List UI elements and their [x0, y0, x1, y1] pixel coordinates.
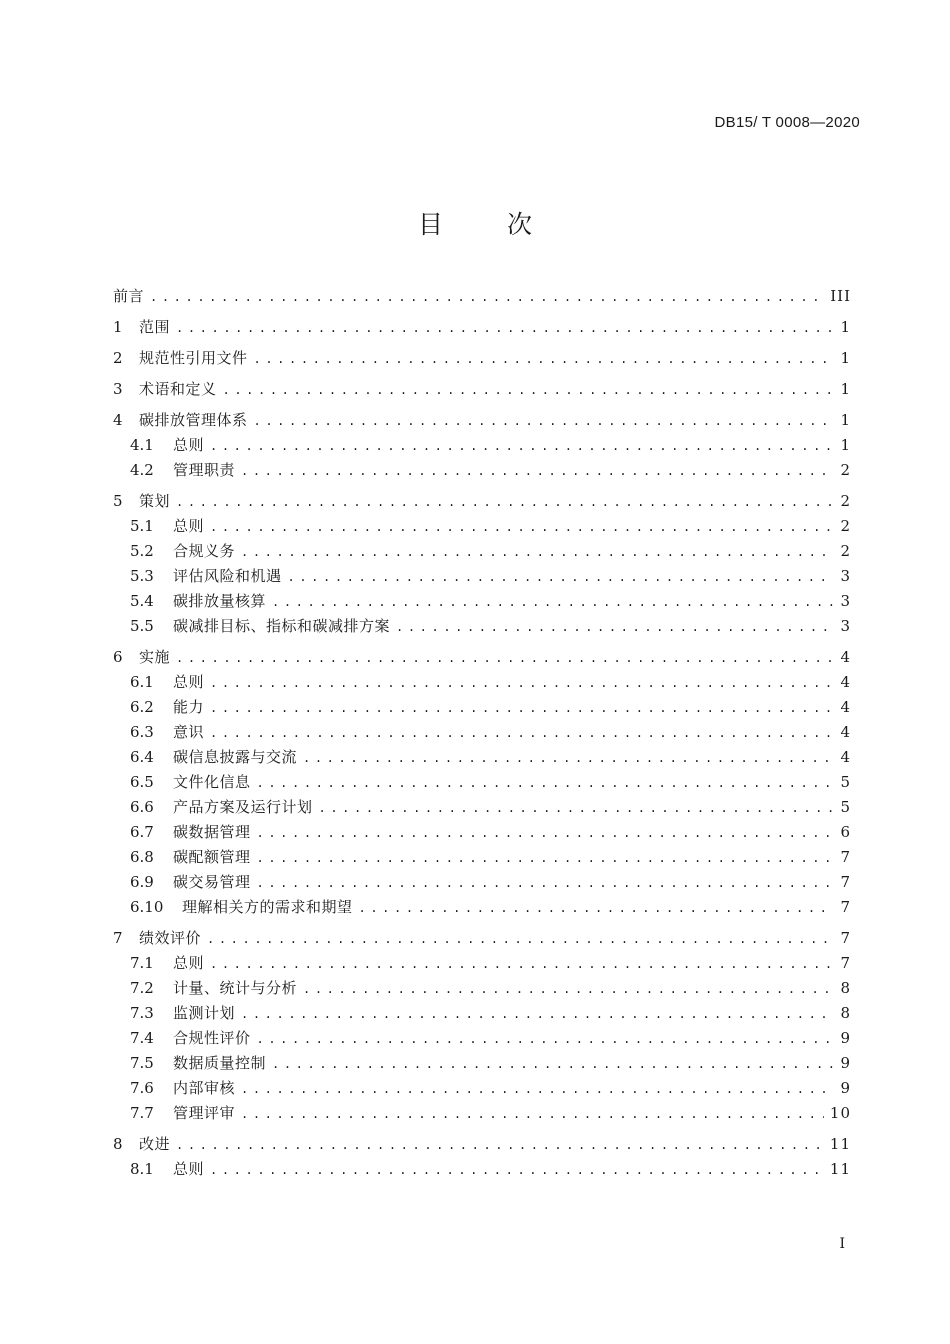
toc-leader-dots — [257, 771, 835, 796]
toc-entry-label: 总则 — [173, 673, 205, 691]
toc-entry-label: 碳数据管理 — [173, 823, 251, 841]
toc-entry-page: 2 — [840, 461, 851, 479]
toc-entry[interactable] — [113, 539, 851, 564]
toc-leader-dots — [257, 846, 835, 871]
toc-entry-label: 前言 — [113, 287, 145, 305]
toc-entry[interactable] — [113, 514, 851, 539]
toc-entry-number: 5.1 — [130, 517, 154, 535]
toc-leader-dots — [303, 746, 834, 771]
toc-entry[interactable] — [113, 795, 851, 820]
toc-entry-label: 数据质量控制 — [173, 1054, 267, 1072]
toc-entry-page: 1 — [840, 436, 851, 454]
toc-leader-dots — [176, 1133, 824, 1158]
toc-entry-number: 7.5 — [130, 1054, 154, 1072]
toc-entry-page: 9 — [840, 1029, 851, 1047]
toc-entry-label: 术语和定义 — [139, 380, 217, 398]
toc-entry-number: 6.3 — [130, 723, 154, 741]
toc-leader-dots — [223, 378, 835, 403]
toc-leader-dots — [150, 285, 824, 310]
toc-entry-page: 9 — [840, 1054, 851, 1072]
toc-leader-dots — [241, 459, 834, 484]
toc-leader-dots — [176, 316, 834, 341]
toc-entry-page: 4 — [840, 698, 851, 716]
toc-entry-number: 4 — [113, 411, 123, 429]
toc-entry-number: 1 — [113, 318, 123, 336]
toc-entry-label: 监测计划 — [173, 1004, 236, 1022]
toc-entry[interactable] — [113, 951, 851, 976]
toc-entry-number: 5.2 — [130, 542, 154, 560]
toc-entry-label: 内部审核 — [173, 1079, 236, 1097]
toc-entry[interactable] — [113, 820, 851, 845]
toc-leader-dots — [272, 590, 834, 615]
toc-entry[interactable] — [113, 720, 851, 745]
toc-entry-label: 实施 — [139, 648, 171, 666]
toc-entry-number: 4.1 — [130, 436, 154, 454]
toc-entry-number: 4.2 — [130, 461, 154, 479]
toc-entry-page: 1 — [840, 318, 851, 336]
toc-entry[interactable] — [113, 1001, 851, 1026]
toc-entry-label: 总则 — [173, 436, 205, 454]
toc-leader-dots — [210, 952, 834, 977]
toc-entry-label: 碳排放量核算 — [173, 592, 267, 610]
toc-entry-page: 4 — [840, 748, 851, 766]
toc-entry-number: 6.5 — [130, 773, 154, 791]
table-of-contents — [113, 284, 851, 1182]
toc-entry-label: 策划 — [139, 492, 171, 510]
toc-entry-number: 7 — [113, 929, 123, 947]
toc-entry-page: 7 — [840, 954, 851, 972]
toc-entry[interactable] — [113, 433, 851, 458]
toc-entry-label: 绩效评价 — [139, 929, 202, 947]
toc-entry-page: 3 — [840, 617, 851, 635]
toc-leader-dots — [241, 540, 834, 565]
toc-title: 目 次 — [418, 210, 560, 239]
toc-entry[interactable] — [113, 745, 851, 770]
toc-entry-number: 7.3 — [130, 1004, 154, 1022]
toc-leader-dots — [210, 434, 834, 459]
toc-entry-label: 能力 — [173, 698, 205, 716]
toc-entry-page: 5 — [840, 798, 851, 816]
toc-leader-dots — [176, 646, 834, 671]
toc-entry-number: 5 — [113, 492, 123, 510]
toc-entry-number: 6.10 — [130, 898, 164, 916]
toc-entry[interactable] — [113, 1026, 851, 1051]
toc-entry-number: 8 — [113, 1135, 123, 1153]
toc-entry-label: 范围 — [139, 318, 171, 336]
toc-leader-dots — [210, 696, 834, 721]
toc-entry-page: 2 — [840, 492, 851, 510]
toc-entry-number: 6 — [113, 648, 123, 666]
toc-entry-label: 产品方案及运行计划 — [173, 798, 313, 816]
toc-entry-page: 4 — [840, 648, 851, 666]
toc-leader-dots — [319, 796, 835, 821]
toc-entry-number: 6.4 — [130, 748, 154, 766]
toc-leader-dots — [359, 896, 835, 921]
toc-leader-dots — [396, 615, 834, 640]
toc-entry-label: 计量、统计与分析 — [173, 979, 298, 997]
toc-entry-page: 1 — [840, 349, 851, 367]
toc-entry-number: 3 — [113, 380, 123, 398]
toc-entry-number: 7.2 — [130, 979, 154, 997]
toc-entry-page: 4 — [840, 673, 851, 691]
toc-entry-label: 碳排放管理体系 — [139, 411, 248, 429]
toc-leader-dots — [288, 565, 835, 590]
toc-entry-number: 5.3 — [130, 567, 154, 585]
toc-leader-dots — [257, 871, 835, 896]
toc-entry-label: 碳信息披露与交流 — [173, 748, 298, 766]
toc-entry-page: 9 — [840, 1079, 851, 1097]
toc-leader-dots — [254, 409, 835, 434]
toc-entry[interactable] — [113, 845, 851, 870]
toc-entry-number: 8.1 — [130, 1160, 154, 1178]
toc-entry-page: 7 — [840, 848, 851, 866]
toc-entry-label: 合规义务 — [173, 542, 236, 560]
toc-entry-number: 2 — [113, 349, 123, 367]
toc-entry[interactable] — [113, 315, 851, 340]
toc-entry-label: 文件化信息 — [173, 773, 251, 791]
toc-entry[interactable] — [113, 770, 851, 795]
toc-leader-dots — [176, 490, 834, 515]
toc-entry-label: 总则 — [173, 517, 205, 535]
toc-entry-number: 7.6 — [130, 1079, 154, 1097]
document-code: DB15/ T 0008—2020 — [714, 114, 860, 131]
toc-entry-number: 6.2 — [130, 698, 154, 716]
toc-entry[interactable] — [113, 564, 851, 589]
page-number: I — [839, 1236, 845, 1252]
toc-entry-label: 改进 — [139, 1135, 171, 1153]
toc-entry-page: 1 — [840, 411, 851, 429]
toc-entry-page: 7 — [840, 898, 851, 916]
toc-entry-number: 6.6 — [130, 798, 154, 816]
toc-leader-dots — [257, 821, 835, 846]
toc-entry-label: 理解相关方的需求和期望 — [182, 898, 353, 916]
toc-entry-page: 10 — [829, 1104, 851, 1122]
toc-entry-label: 总则 — [173, 1160, 205, 1178]
toc-entry-page: 2 — [840, 542, 851, 560]
toc-entry-page: 6 — [840, 823, 851, 841]
toc-entry-label: 管理职责 — [173, 461, 236, 479]
toc-entry-number: 6.9 — [130, 873, 154, 891]
toc-entry[interactable] — [113, 926, 851, 951]
toc-entry-number: 6.7 — [130, 823, 154, 841]
toc-leader-dots — [241, 1002, 834, 1027]
toc-entry-page: 8 — [840, 979, 851, 997]
toc-entry[interactable] — [113, 976, 851, 1001]
toc-leader-dots — [210, 1158, 824, 1183]
toc-leader-dots — [303, 977, 834, 1002]
toc-leader-dots — [254, 347, 835, 372]
toc-entry-page: 2 — [840, 517, 851, 535]
toc-entry-page: 4 — [840, 723, 851, 741]
toc-entry-label: 评估风险和机遇 — [173, 567, 282, 585]
toc-entry-page: 7 — [840, 873, 851, 891]
toc-entry-label: 碳配额管理 — [173, 848, 251, 866]
toc-entry-label: 管理评审 — [173, 1104, 236, 1122]
toc-entry[interactable] — [113, 895, 851, 920]
toc-entry[interactable] — [113, 1076, 851, 1101]
toc-entry-page: 3 — [840, 592, 851, 610]
toc-entry[interactable] — [113, 870, 851, 895]
toc-entry[interactable] — [113, 1101, 851, 1126]
toc-entry[interactable] — [113, 1132, 851, 1157]
toc-entry[interactable] — [113, 377, 851, 402]
toc-entry-number: 7.7 — [130, 1104, 154, 1122]
toc-leader-dots — [207, 927, 834, 952]
toc-entry-number: 6.8 — [130, 848, 154, 866]
toc-entry[interactable] — [113, 614, 851, 639]
toc-entry[interactable] — [113, 458, 851, 483]
toc-leader-dots — [272, 1052, 834, 1077]
toc-entry-page: 3 — [840, 567, 851, 585]
toc-entry[interactable] — [113, 1157, 851, 1182]
toc-leader-dots — [210, 515, 834, 540]
toc-entry-label: 意识 — [173, 723, 205, 741]
toc-entry-number: 7.1 — [130, 954, 154, 972]
toc-entry-page: 8 — [840, 1004, 851, 1022]
toc-entry-number: 5.5 — [130, 617, 154, 635]
toc-entry[interactable] — [113, 489, 851, 514]
toc-entry[interactable] — [113, 695, 851, 720]
toc-entry-label: 碳减排目标、指标和碳减排方案 — [173, 617, 391, 635]
toc-entry-number: 6.1 — [130, 673, 154, 691]
toc-leader-dots — [241, 1102, 824, 1127]
toc-entry[interactable] — [113, 589, 851, 614]
toc-entry-page: 11 — [829, 1160, 851, 1178]
toc-leader-dots — [241, 1077, 834, 1102]
toc-entry[interactable] — [113, 1051, 851, 1076]
toc-entry-page: 7 — [840, 929, 851, 947]
toc-entry-label: 规范性引用文件 — [139, 349, 248, 367]
toc-entry[interactable] — [113, 670, 851, 695]
toc-leader-dots — [257, 1027, 835, 1052]
toc-entry-page: 5 — [840, 773, 851, 791]
toc-entry[interactable] — [113, 408, 851, 433]
toc-entry-number: 7.4 — [130, 1029, 154, 1047]
toc-entry-page: 11 — [829, 1135, 851, 1153]
toc-entry[interactable] — [113, 346, 851, 371]
toc-entry-page: 1 — [840, 380, 851, 398]
toc-entry-number: 5.4 — [130, 592, 154, 610]
toc-leader-dots — [210, 721, 834, 746]
toc-entry-label: 合规性评价 — [173, 1029, 251, 1047]
toc-entry[interactable] — [113, 284, 851, 309]
toc-entry[interactable] — [113, 645, 851, 670]
toc-entry-page: III — [830, 287, 851, 305]
toc-entry-label: 碳交易管理 — [173, 873, 251, 891]
toc-leader-dots — [210, 671, 834, 696]
toc-entry-label: 总则 — [173, 954, 205, 972]
